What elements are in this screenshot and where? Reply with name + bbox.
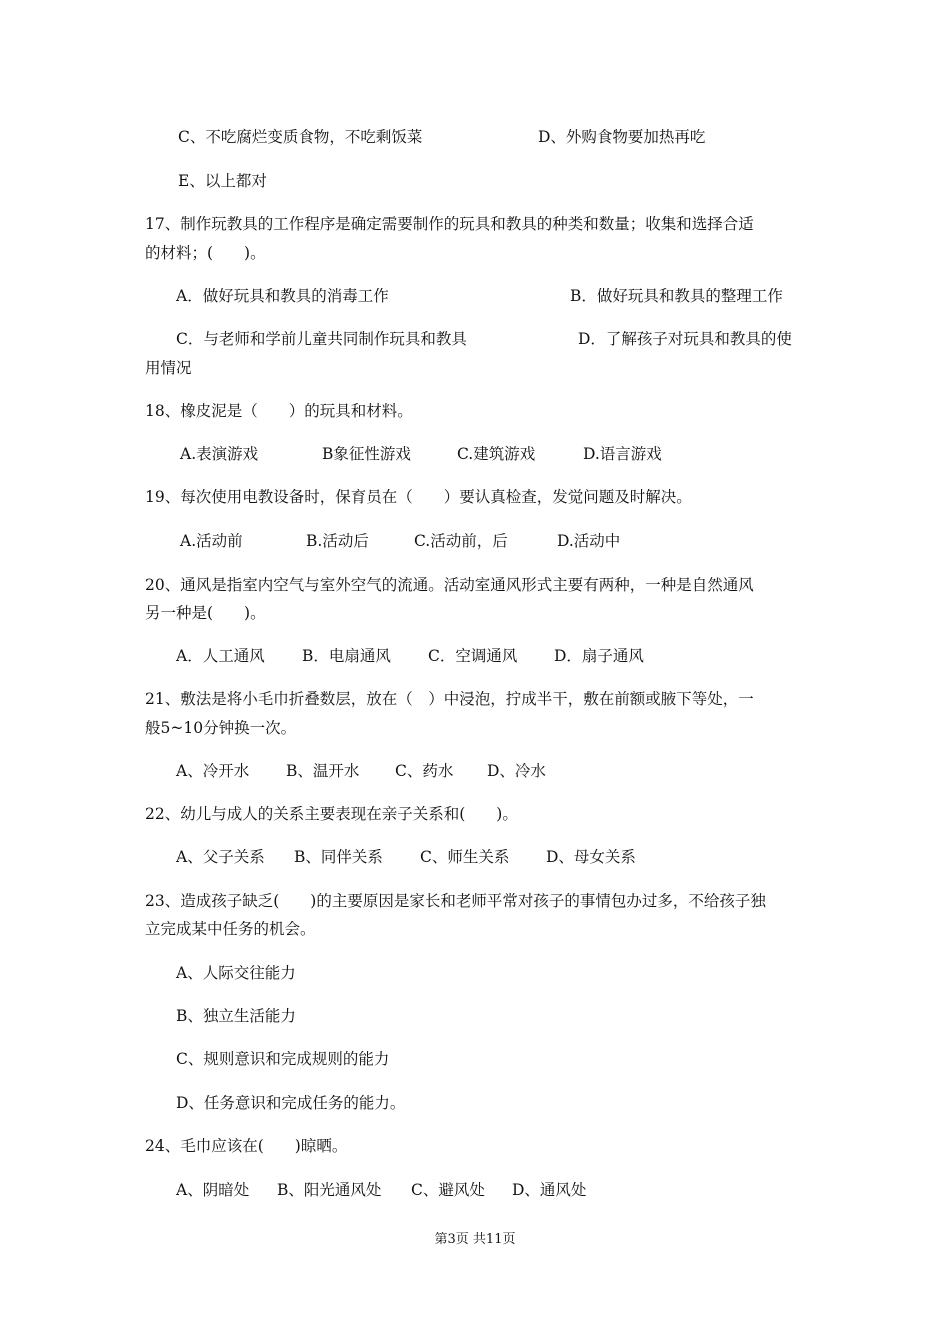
q18-option-d: D.语言游戏 xyxy=(583,445,662,463)
q21-text-line1: 21、敷法是将小毛巾折叠数层，放在（ ）中浸泡，拧成半干，敷在前额或腋下等处，一 xyxy=(145,690,754,708)
q21-option-d: D、冷水 xyxy=(487,762,546,780)
q22-option-b: B、同伴关系 xyxy=(294,848,383,866)
q23-option-d: D、任务意识和完成任务的能力。 xyxy=(176,1094,406,1112)
q17-option-d-line2: 用情况 xyxy=(145,359,192,377)
q19-option-b: B.活动后 xyxy=(306,532,369,550)
q17-text-line2: 的材料；( )。 xyxy=(145,244,266,262)
q21-text-line2: 般5~10分钟换一次。 xyxy=(145,719,297,737)
q20-option-c: C．空调通风 xyxy=(428,647,518,665)
q21-option-a: A、冷开水 xyxy=(176,762,250,780)
q21-option-b: B、温开水 xyxy=(286,762,360,780)
q22-option-d: D、母女关系 xyxy=(546,848,636,866)
q20-option-b: B．电扇通风 xyxy=(302,647,391,665)
q23-option-a: A、人际交往能力 xyxy=(176,964,296,982)
q19-option-c: C.活动前，后 xyxy=(414,532,508,550)
q19-text: 19、每次使用电教设备时，保育员在（ ）要认真检查，发觉问题及时解决。 xyxy=(145,488,692,506)
q18-text: 18、橡皮泥是（ ）的玩具和材料。 xyxy=(145,402,413,420)
q24-option-a: A、阴暗处 xyxy=(176,1181,250,1199)
q17-option-b: B．做好玩具和教具的整理工作 xyxy=(570,287,783,305)
q24-option-c: C、避风处 xyxy=(411,1181,485,1199)
q20-option-d: D．扇子通风 xyxy=(554,647,644,665)
q23-option-b: B、独立生活能力 xyxy=(176,1007,296,1025)
q18-option-c: C.建筑游戏 xyxy=(457,445,536,463)
q24-option-b: B、阳光通风处 xyxy=(277,1181,382,1199)
q23-text-line2: 立完成某中任务的机会。 xyxy=(145,920,316,938)
q16-option-e: E、以上都对 xyxy=(178,172,267,190)
q20-text-line1: 20、通风是指室内空气与室外空气的流通。活动室通风形式主要有两种，一种是自然通风 xyxy=(145,576,754,594)
q18-option-a: A.表演游戏 xyxy=(180,445,259,463)
q17-option-a: A．做好玩具和教具的消毒工作 xyxy=(176,287,389,305)
q19-option-d: D.活动中 xyxy=(557,532,621,550)
q22-option-c: C、师生关系 xyxy=(420,848,510,866)
q18-option-b: B象征性游戏 xyxy=(322,445,411,463)
q17-option-d-line1: D．了解孩子对玩具和教具的使 xyxy=(578,330,792,348)
q20-text-line2: 另一种是( )。 xyxy=(145,604,266,622)
q19-option-a: A.活动前 xyxy=(180,532,243,550)
q16-option-d: D、外购食物要加热再吃 xyxy=(538,128,706,146)
q16-option-c: C、不吃腐烂变质食物，不吃剩饭菜 xyxy=(178,128,423,146)
q24-text: 24、毛巾应该在( )晾晒。 xyxy=(145,1137,348,1155)
q23-option-c: C、规则意识和完成规则的能力 xyxy=(176,1050,390,1068)
q24-option-d: D、通风处 xyxy=(512,1181,587,1199)
q20-option-a: A．人工通风 xyxy=(176,647,265,665)
page-number: 第3页 共11页 xyxy=(434,1232,516,1247)
q22-option-a: A、父子关系 xyxy=(176,848,265,866)
q17-text-line1: 17、制作玩教具的工作程序是确定需要制作的玩具和教具的种类和数量；收集和选择合适 xyxy=(145,215,754,233)
q21-option-c: C、药水 xyxy=(395,762,454,780)
q17-option-c: C．与老师和学前儿童共同制作玩具和教具 xyxy=(176,330,467,348)
q23-text-line1: 23、造成孩子缺乏( )的主要原因是家长和老师平常对孩子的事情包办过多，不给孩子独 xyxy=(145,892,766,910)
q22-text: 22、幼儿与成人的关系主要表现在亲子关系和( )。 xyxy=(145,805,518,823)
